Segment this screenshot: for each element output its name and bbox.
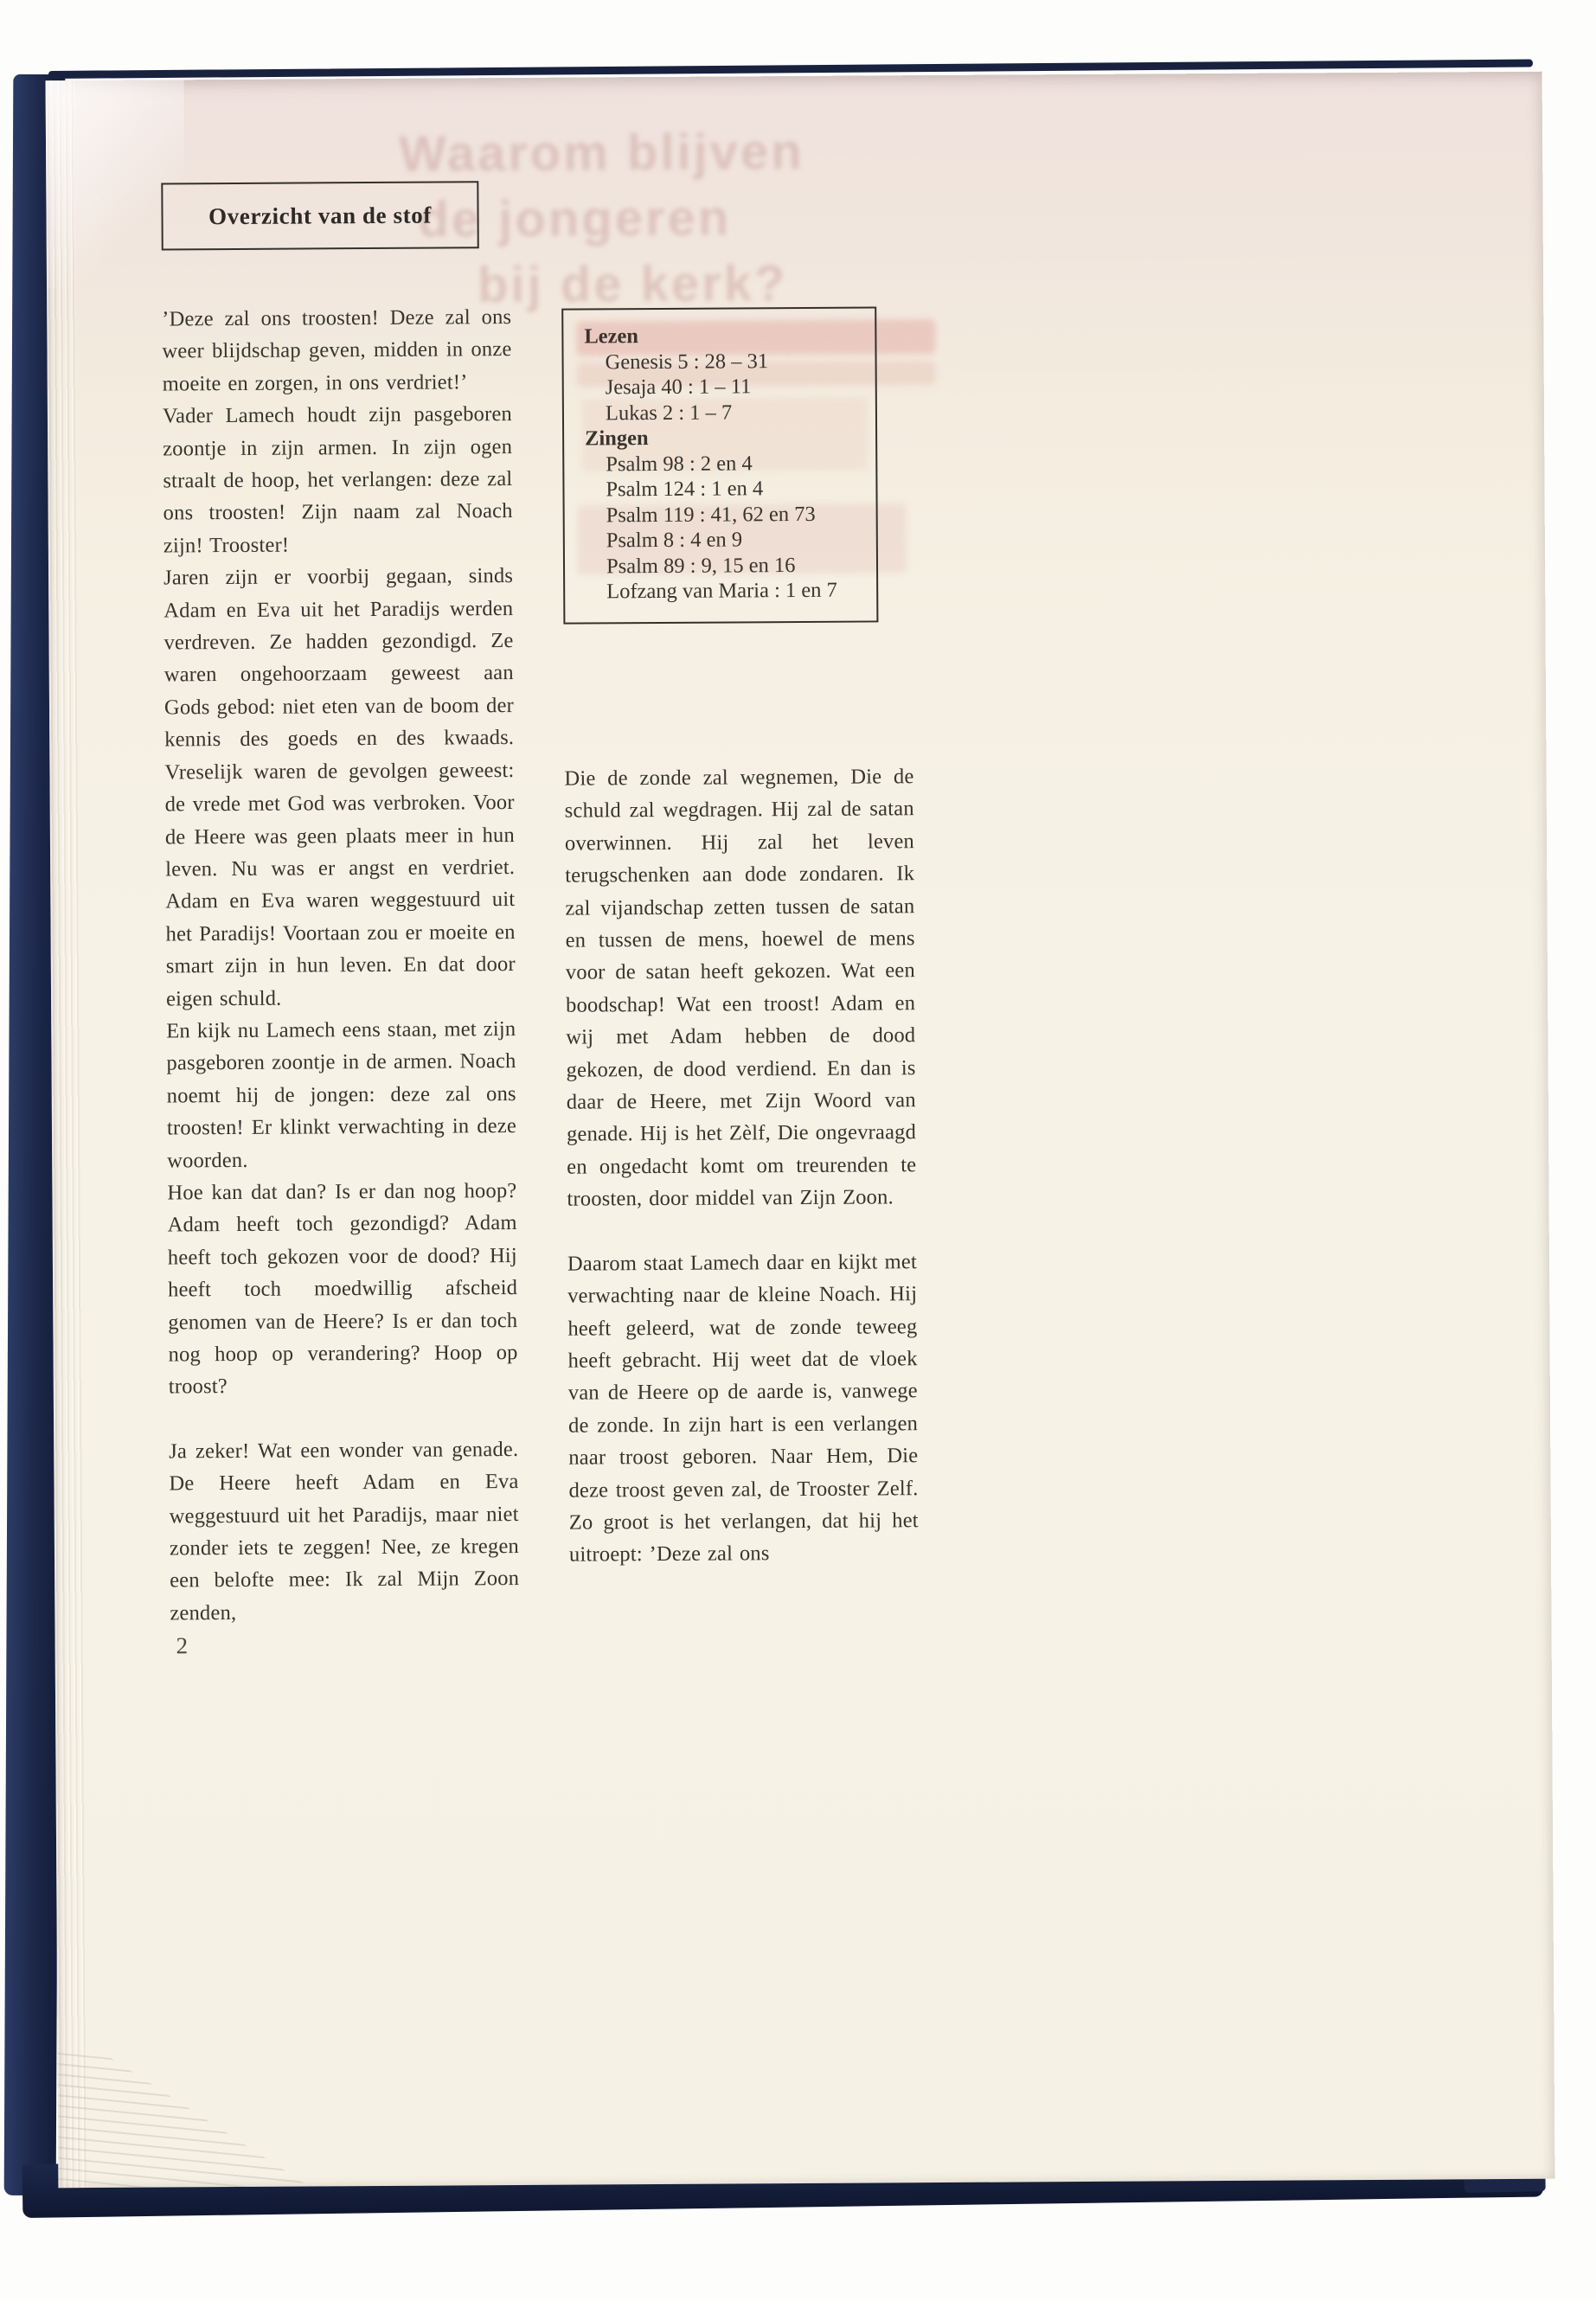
bleedthrough-text-line: Waarom blijven [398, 123, 804, 183]
page-stack-bottom-edge [57, 2048, 309, 2188]
reading-item: Lukas 2 : 1 – 7 [605, 400, 733, 425]
section-header-box [161, 181, 478, 250]
singing-item: Psalm 8 : 4 en 9 [606, 528, 743, 553]
paragraph: En kijk nu Lamech eens staan, met zijn pasgeboren zoontje in de armen. Noach noemt hij de jongen: deze zal ons troosten! Er klinkt verwachting in deze woorden. [166, 1016, 517, 1173]
singing-item: Lofzang van Maria : 1 en 7 [606, 578, 837, 604]
paragraph: Jaren zijn er voorbij gegaan, sinds Adam en Eva uit het Paradijs werden verdreven. Ze hadden gezondigd. Ze waren ongehoorzaam geweest aan Gods gebod: niet eten van de boom der kennis des goeds en des kwaads. Vreselijk waren de gevolgen geweest: de vrede met God was verbroken. Voor de Heere was geen plaats meer in hun leven. Nu was er angst en verdriet. Adam en Eva waren weggestuurd uit het Paradijs! Voortaan zou er moeite en smart zijn in hun leven. En dat door eigen schuld. [163, 564, 516, 1011]
paragraph: Daarom staat Lamech daar en kijkt met verwachting naar de kleine Noach. Hij heeft geleerd, wat de zonde teweeg heeft gebracht. Hij weet dat de vloek van de Heere op de aarde is, vanwege de zonde. In zijn hart is een verlangen naar troost geboren. Naar Hem, Die deze troost geven zal, de Trooster Zelf. Zo groot is het verlangen, dat hij het uitroept: ’Deze zal ons [567, 1249, 919, 1567]
paragraph: Hoe kan dat dan? Is er dan nog hoop? Adam heeft toch gezondigd? Adam heeft toch gekozen voor de dood? Hij heeft toch moedwillig afscheid genomen van de Heere? Is er dan toch nog hoop op verandering? Hoop op troost? [167, 1178, 518, 1399]
paragraph: Vader Lamech houdt zijn pasgeboren zoontje in zijn armen. In zijn ogen straalt de hoop, het verlangen: deze zal ons troosten! Zijn naam zal Noach zijn! Trooster! [162, 402, 513, 558]
bleedthrough-text-line: de jongeren [418, 189, 732, 248]
singing-section-heading: Zingen [585, 426, 649, 451]
singing-item: Psalm 119 : 41, 62 en 73 [606, 502, 816, 527]
right-text-column [564, 760, 919, 1571]
book-page [46, 72, 1555, 2189]
reading-singing-box [561, 306, 878, 624]
paragraph: Die de zonde zal wegnemen, Die de schuld zal wegdragen. Hij zal de satan overwinnen. Hij zal het leven terugschenken aan dode zondaren. Ik zal vijandschap zetten tussen de satan en tussen de mens, hoewel de mens voor de satan heeft gekozen. Wat een boodschap! Wat een troost! Adam en wij met Adam hebben de dood gekozen, de dood verdiend. En dan is daar de Heere, met Zijn Woord van genade. Hij is het Zèlf, Die ongevraagd en ongedacht komt om treurenden te troosten, door middel van Zijn Zoon. [564, 765, 917, 1211]
paragraph: ’Deze zal ons troosten! Deze zal ons weer blijdschap geven, midden in onze moeite en zorgen, in ons verdriet!’ [162, 305, 512, 396]
singing-item: Psalm 98 : 2 en 4 [606, 451, 753, 476]
paragraph: Ja zeker! Wat een wonder van genade. De Heere heeft Adam en Eva weggestuurd uit het Paradijs, maar niet zonder iets te zeggen! Nee, ze kregen een belofte mee: Ik zal Mijn Zoon zenden, [169, 1437, 520, 1625]
reading-item: Jesaja 40 : 1 – 11 [605, 375, 752, 400]
singing-item: Psalm 89 : 9, 15 en 16 [606, 553, 796, 578]
reading-item: Genesis 5 : 28 – 31 [605, 349, 769, 374]
page-number: 2 [176, 1632, 189, 1659]
left-text-column [162, 301, 519, 1630]
section-header-title: Overzicht van de stof [208, 202, 433, 229]
bleedthrough-text-line: bij de kerk? [477, 255, 788, 314]
singing-item: Psalm 124 : 1 en 4 [606, 477, 764, 502]
reading-section-heading: Lezen [584, 324, 639, 349]
